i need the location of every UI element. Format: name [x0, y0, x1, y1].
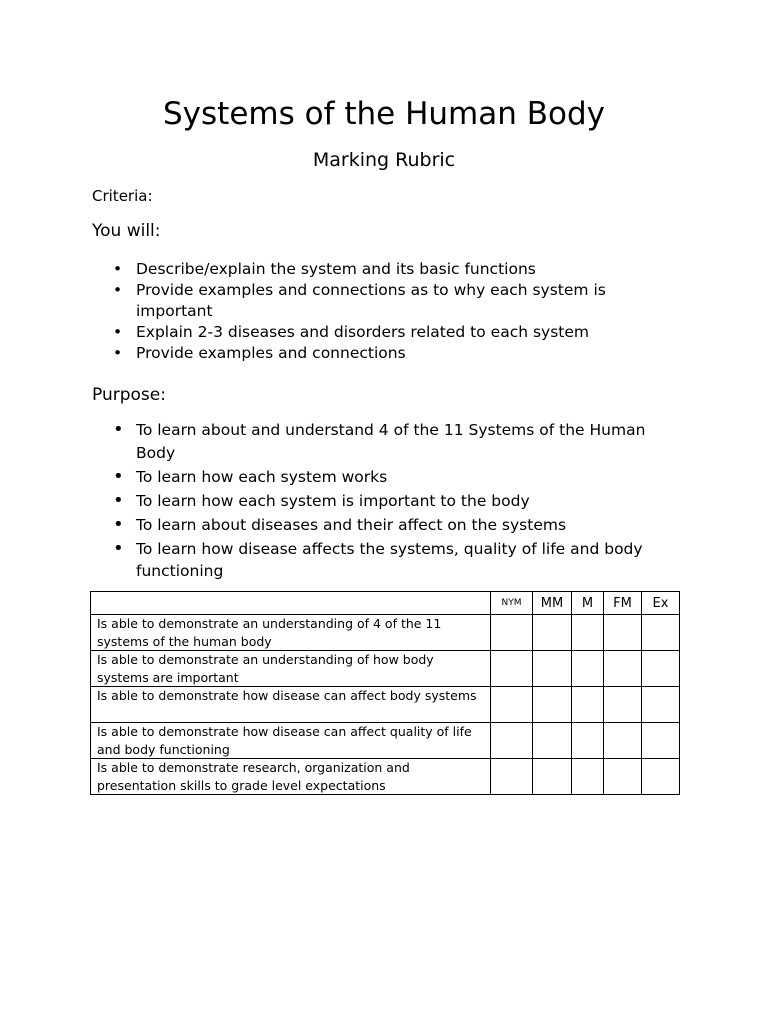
- you-will-list: [0, 259, 656, 364]
- rubric-table: [90, 591, 680, 795]
- score-cell[interactable]: [491, 651, 533, 687]
- list-item: [0, 514, 656, 537]
- list-item: [0, 280, 656, 322]
- score-cell[interactable]: [533, 687, 572, 723]
- list-item: [0, 538, 656, 583]
- score-cell[interactable]: [491, 759, 533, 795]
- score-cell[interactable]: [642, 615, 680, 651]
- list-item: [0, 490, 656, 513]
- score-cell[interactable]: [604, 651, 642, 687]
- bullet-icon: •: [113, 489, 124, 511]
- criterion-cell: Is able to demonstrate an understanding of how body systems are important: [91, 651, 491, 687]
- criteria-label: Criteria:: [92, 187, 153, 205]
- list-item-text: To learn how each system works: [136, 467, 388, 486]
- score-cell[interactable]: [642, 651, 680, 687]
- score-cell[interactable]: [533, 651, 572, 687]
- criterion-cell: Is able to demonstrate how disease can affect body systems: [91, 687, 491, 723]
- column-header-fm: FM: [604, 592, 642, 615]
- criteria-column-header: [91, 592, 491, 615]
- list-item: [0, 322, 656, 343]
- purpose-list: [0, 419, 656, 584]
- criterion-cell: Is able to demonstrate research, organization and presentation skills to grade level expectations: [91, 759, 491, 795]
- score-cell[interactable]: [572, 723, 604, 759]
- list-item-text: Provide examples and connections as to why each system is important: [136, 281, 606, 320]
- score-cell[interactable]: [604, 615, 642, 651]
- score-cell[interactable]: [572, 615, 604, 651]
- table-row: [91, 759, 680, 795]
- score-cell[interactable]: [642, 687, 680, 723]
- criterion-cell: Is able to demonstrate how disease can affect quality of life and body functioning: [91, 723, 491, 759]
- rubric-header-row: [91, 592, 680, 615]
- list-item-text: To learn how disease affects the systems, quality of life and body functioning: [136, 539, 643, 580]
- table-row: [91, 723, 680, 759]
- score-cell[interactable]: [642, 723, 680, 759]
- table-row: [91, 651, 680, 687]
- page-title: Systems of the Human Body: [163, 96, 605, 132]
- list-item-text: Explain 2-3 diseases and disorders related to each system: [136, 323, 590, 341]
- score-cell[interactable]: [604, 723, 642, 759]
- list-item: [0, 259, 656, 280]
- list-item-text: Provide examples and connections: [136, 344, 406, 362]
- list-item: [0, 466, 656, 489]
- list-item-text: Describe/explain the system and its basic functions: [136, 260, 536, 278]
- column-header-mm: MM: [533, 592, 572, 615]
- bullet-icon: •: [113, 323, 123, 341]
- list-item-text: To learn how each system is important to the body: [136, 491, 530, 510]
- criterion-cell: Is able to demonstrate an understanding of 4 of the 11 systems of the human body: [91, 615, 491, 651]
- column-header-m: M: [572, 592, 604, 615]
- score-cell[interactable]: [642, 759, 680, 795]
- bullet-icon: •: [113, 513, 124, 535]
- list-item-text: To learn about diseases and their affect on the systems: [136, 515, 567, 534]
- score-cell[interactable]: [572, 687, 604, 723]
- list-item-text: To learn about and understand 4 of the 11 Systems of the Human Body: [136, 421, 646, 462]
- score-cell[interactable]: [533, 759, 572, 795]
- column-header-ex: Ex: [642, 592, 680, 615]
- score-cell[interactable]: [572, 651, 604, 687]
- score-cell[interactable]: [491, 687, 533, 723]
- table-row: [91, 615, 680, 651]
- score-cell[interactable]: [533, 615, 572, 651]
- list-item: [0, 343, 656, 364]
- score-cell[interactable]: [491, 615, 533, 651]
- table-row: [91, 687, 680, 723]
- score-cell[interactable]: [572, 759, 604, 795]
- you-will-heading: You will:: [92, 221, 161, 241]
- score-cell[interactable]: [491, 723, 533, 759]
- bullet-icon: •: [113, 537, 124, 559]
- score-cell[interactable]: [604, 687, 642, 723]
- bullet-icon: •: [113, 281, 123, 299]
- score-cell[interactable]: [604, 759, 642, 795]
- page-subtitle: Marking Rubric: [312, 149, 456, 171]
- column-header-nym: NYM: [491, 592, 533, 615]
- score-cell[interactable]: [533, 723, 572, 759]
- bullet-icon: •: [113, 465, 124, 487]
- bullet-icon: •: [113, 419, 124, 440]
- list-item: [0, 419, 656, 464]
- purpose-heading: Purpose:: [92, 385, 166, 405]
- bullet-icon: •: [113, 344, 123, 362]
- bullet-icon: •: [113, 260, 123, 278]
